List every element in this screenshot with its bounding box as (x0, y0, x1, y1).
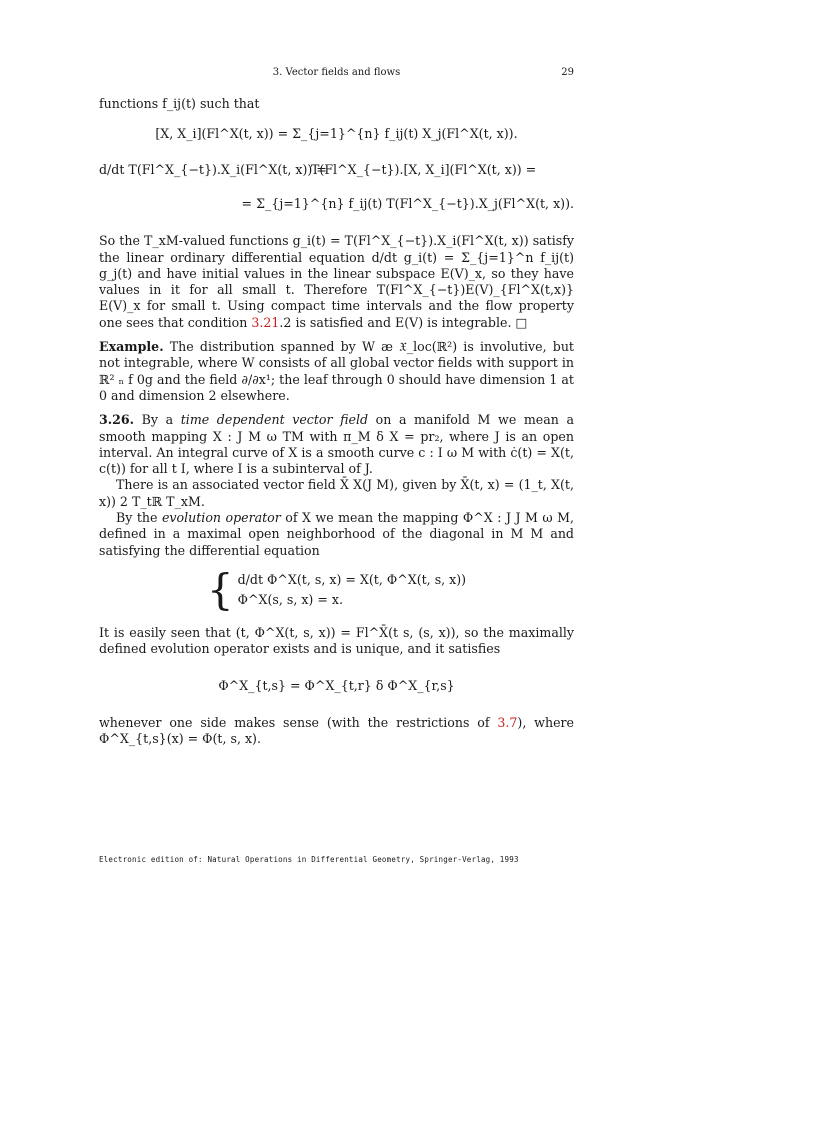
section-3-26 (99, 412, 574, 477)
equation-cases (99, 564, 574, 614)
page-body (99, 96, 574, 747)
evolution-text-a: By the (116, 510, 158, 526)
equation-composition-text: Φ^X_{t,s} = Φ^X_{t,r} δ Φ^X_{r,s} (218, 677, 455, 693)
cases-line-2: Φ^X(s, s, x) = x. (237, 591, 343, 607)
equation-derivative-lhs: d/dt T(Fl^X_{−t}).X_i(Fl^X(t, x)) = (99, 162, 327, 178)
equation-derivative-line-1 (99, 153, 574, 187)
brace-symbol: { (206, 564, 234, 614)
paragraph-easily: It is easily seen that (t, Φ^X(t, s, x)) = Fl^X̄(t s, (s, x)), so the maximally defined evolution operator exists and is unique, and it satisfies (99, 624, 574, 657)
paragraph-evolution (99, 510, 574, 559)
equation-derivative-rhs: T(Fl^X_{−t}).[X, X_i](Fl^X(t, x)) = (311, 162, 537, 178)
term-evolution-operator: evolution operator (161, 510, 281, 526)
term-time-dependent: time dependent vector field (180, 412, 369, 428)
example-paragraph (99, 339, 574, 404)
paragraph-whenever (99, 715, 574, 748)
whenever-text-a: whenever one side makes sense (with the restrictions of (99, 714, 490, 730)
paragraph-so (99, 233, 574, 331)
section-text-b: on a manifold M we mean a smooth mapping X : J M ω TM with π_M δ X = pr₂, where J is an open interval. An integral curve of X is a smooth curve c : I ω M with ċ(t) = X(t, c(t)) for all t I, where I is a subinterval of J. (99, 412, 574, 477)
example-label: Example. (99, 339, 164, 355)
intro-line: functions f_ij(t) such that (99, 96, 260, 111)
reference-link-3-21[interactable]: 3.21 (251, 314, 280, 330)
cases-line-1: d/dt Φ^X(t, s, x) = X(t, Φ^X(t, s, x)) (237, 571, 467, 587)
paragraph-so-end: .2 is satisfied and E(V) is integrable. □ (279, 314, 528, 330)
equation-bracket (99, 124, 574, 143)
paragraph-so-text: So the T_xM-valued functions g_i(t) = T(Fl^X_{−t}).X_i(Fl^X(t, x)) satisfy the linear ordinary differential equation d/dt g_i(t) = Σ_{j=1}^n f_ij(t) g_j(t) and have initial values in the linear subspace E(V)_x, so they have values in it for all small t. Therefore T(Fl^X_{−t})E(V)_{Fl^X(t,x)} E(V)_x for small t. Using compact time intervals and the flow property one sees that condition (99, 233, 574, 330)
equation-bracket-text: [X, X_i](Fl^X(t, x)) = Σ_{j=1}^{n} f_ij(t) X_j(Fl^X(t, x)). (155, 126, 518, 142)
paragraph-associated: There is an associated vector field X̄ X(J M), given by X̄(t, x) = (1_t, X(t, x)) 2 T_tℝ T_xM. (99, 477, 574, 509)
example-text: The distribution spanned by W æ 𝔛_loc(ℝ²) is involutive, but not integrable, where W consists of all global vector fields with support in ℝ² ₙ f 0g and the field ∂/∂x¹; the leaf through 0 should have dimension 1 at 0 and dimension 2 elsewhere. (99, 339, 574, 403)
running-header (99, 67, 574, 81)
reference-link-3-7[interactable]: 3.7 (497, 714, 518, 730)
equation-composition (99, 676, 574, 695)
section-number: 3.26. (99, 412, 135, 428)
section-text-a: By a (141, 412, 174, 428)
whenever-text-b: ), where Φ^X_{t,s}(x) = Φ(t, s, x). (99, 714, 574, 746)
header-title: 3. Vector fields and flows (272, 67, 401, 78)
equation-derivative-block (99, 153, 574, 221)
equation-derivative-line-2 (99, 187, 574, 221)
evolution-text-b: of X we mean the mapping Φ^X : J J M ω M, defined in a maximal open neighborhood of the diagonal in M M and satisfying the differential equation (99, 510, 574, 558)
footer-edition-note: Electronic edition of: Natural Operations in Differential Geometry, Springer-Verlag, 1993 (99, 855, 519, 864)
equation-sum-rhs: = Σ_{j=1}^{n} f_ij(t) T(Fl^X_{−t}).X_j(Fl^X(t, x)). (241, 196, 574, 212)
page-number: 29 (561, 67, 574, 78)
